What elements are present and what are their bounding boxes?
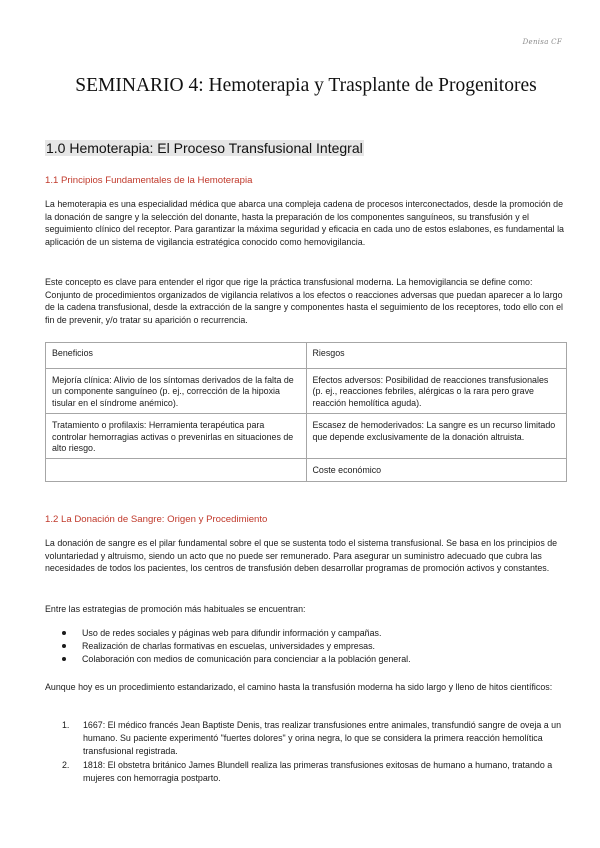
table-cell: Coste económico xyxy=(306,459,567,481)
list-item: Realización de charlas formativas en escuelas, universidades y empresas. xyxy=(45,640,567,653)
table-cell: Escasez de hemoderivados: La sangre es un recurso limitado que depende exclusivamente de la donación altruista. xyxy=(306,414,567,459)
bullet-icon xyxy=(62,644,66,648)
promotion-strategies-list xyxy=(45,627,567,667)
table-row xyxy=(46,369,567,414)
table-row xyxy=(46,414,567,459)
document-title: SEMINARIO 4: Hemoterapia y Trasplante de Progenitores xyxy=(75,75,537,96)
section-heading: 1.0 Hemoterapia: El Proceso Transfusional Integral xyxy=(46,140,363,156)
subsection-heading-1-1: 1.1 Principios Fundamentales de la Hemoterapia xyxy=(45,175,253,186)
bullet-icon xyxy=(62,657,66,661)
table-cell: Tratamiento o profilaxis: Herramienta terapéutica para controlar hemorragias activas o prevenirlas en situaciones de alto riesgo. xyxy=(46,414,307,459)
table-row xyxy=(46,459,567,481)
table-cell: Efectos adversos: Posibilidad de reacciones transfusionales (p. ej., reacciones febriles, alérgicas o la rara pero grave reacción hemolítica aguda). xyxy=(306,369,567,414)
table-cell: Mejoría clínica: Alivio de los síntomas derivados de la falta de un componente sanguíneo (p. ej., corrección de la hipoxia tisular en el síndrome anémico). xyxy=(46,369,307,414)
list-item: Uso de redes sociales y páginas web para difundir información y campañas. xyxy=(45,627,567,640)
paragraph-hemoterapia: La hemoterapia es una especialidad médica que abarca una compleja cadena de procesos interconectados, desde la promoción de la donación de sangre y la selección del donante, hasta la preparación de los componentes sanguíneos, su transfusión y el seguimiento clínico del receptor. Para garantizar la máxima seguridad y eficacia en cada uno de estos eslabones, es fundamental la aplicación de un sistema de vigilancia estratégica conocido como hemovigilancia. xyxy=(45,199,564,248)
table-cell xyxy=(46,459,307,481)
bullet-icon xyxy=(62,631,66,635)
history-milestones-list xyxy=(45,719,567,785)
list-item: 1. 1667: El médico francés Jean Baptiste Denis, tras realizar transfusiones entre animales, transfundió sangre de oveja a un humano. Su paciente experimentó "fuertes dolores" y orina negra, lo que se considera la primera reacción hemolítica transfusional registrada. xyxy=(62,720,562,757)
table-header-cell: Riesgos xyxy=(306,343,567,369)
list-item: 2. 1818: El obstetra británico James Blundell realiza las primeras transfusiones exitosas de humano a humano, tratando a mujeres con hemorragia postparto. xyxy=(62,759,553,783)
paragraph-estrategias: Entre las estrategias de promoción más habituales se encuentran: xyxy=(45,604,306,614)
author-signature: Denisa CF xyxy=(522,38,562,46)
paragraph-hemovigilancia: Este concepto es clave para entender el rigor que rige la práctica transfusional moderna. La hemovigilancia se define como: Conjunto de procedimientos organizados de vigilancia relativos a los efectos o reacciones adversas que puedan aparecer a lo largo de la cadena transfusional, desde la extracción de la sangre y componentes hasta el seguimiento de los receptores, todo ello con el fin de prevenir, y/o tratar su aparición o recurrencia. xyxy=(45,277,564,326)
list-item: Colaboración con medios de comunicación para concienciar a la población general. xyxy=(45,653,567,666)
subsection-heading-1-2: 1.2 La Donación de Sangre: Origen y Procedimiento xyxy=(45,514,268,525)
paragraph-historia: Aunque hoy es un procedimiento estandarizado, el camino hasta la transfusión moderna ha sido largo y lleno de hitos científicos: xyxy=(45,682,553,692)
paragraph-donacion: La donación de sangre es el pilar fundamental sobre el que se sustenta todo el sistema transfusional. Se basa en los principios de voluntariedad y altruismo, siendo un acto que no puede ser remunerado. Para asegurar un suministro adecuado que cubra las necesidades de todos los pacientes, los centros de transfusión deben desarrollar programas de promoción activos y constantes. xyxy=(45,538,558,574)
benefits-risks-table xyxy=(45,342,567,482)
table-header-cell: Beneficios xyxy=(46,343,307,369)
table-header-row xyxy=(46,343,567,369)
